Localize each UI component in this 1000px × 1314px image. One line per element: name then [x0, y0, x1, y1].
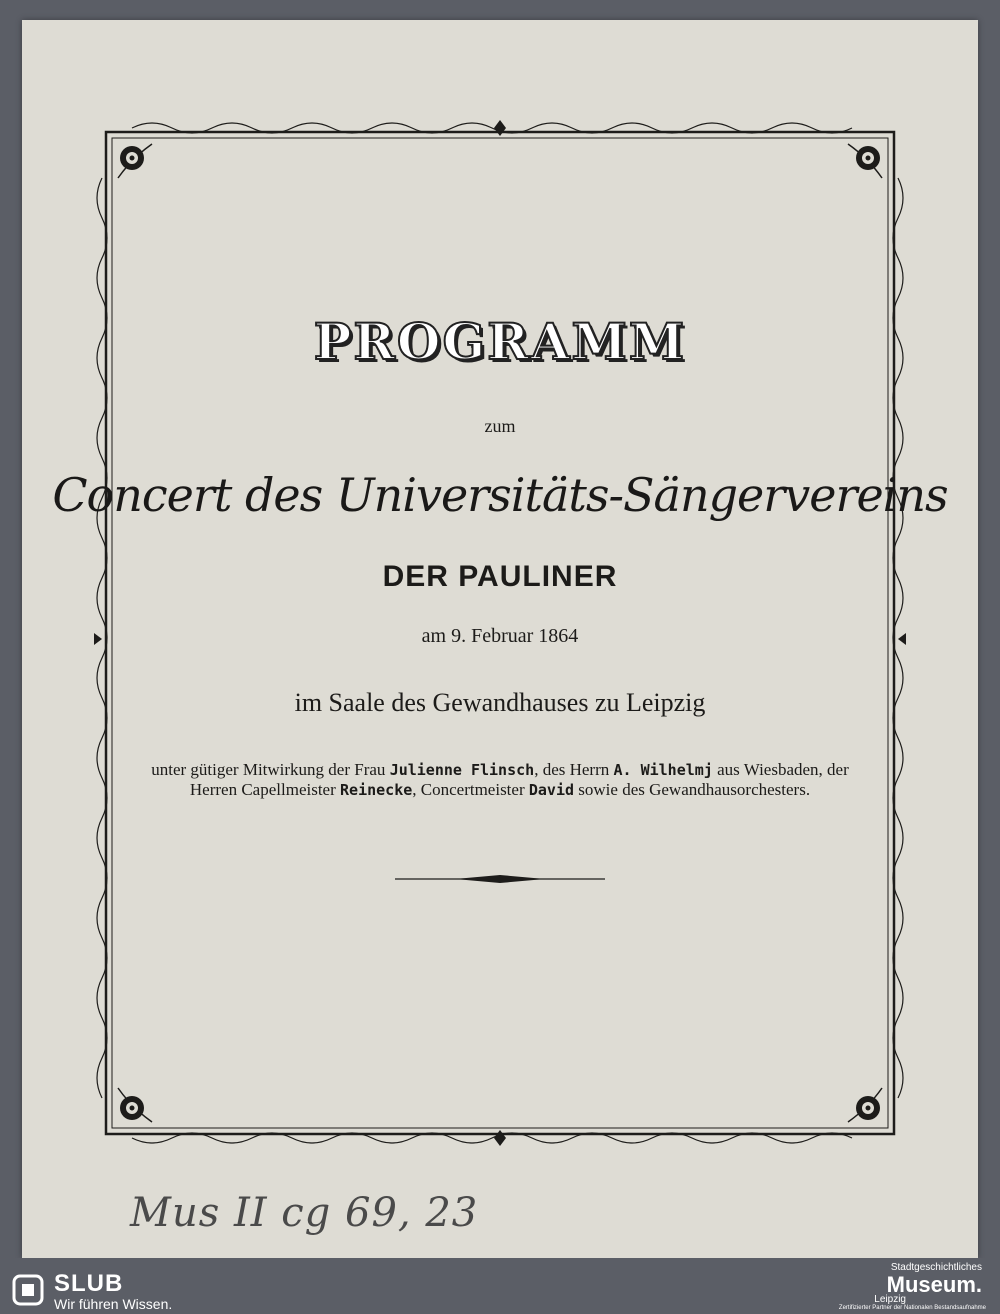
assist-text-2: , des Herrn [534, 760, 614, 779]
performer-david: David [528, 781, 575, 799]
slub-logo-icon [12, 1274, 44, 1306]
museum-name: Museum. [886, 1272, 982, 1297]
museum-note: Zertifizierter Partner der Nationalen Bestandsaufnahme [838, 1305, 986, 1311]
concert-heading: Concert des Universitäts-Sängervereins [52, 468, 948, 522]
performer-wilhelmj: A. Wilhelmj [613, 761, 713, 779]
performer-flinsch: Julienne Flinsch [389, 761, 535, 779]
ornamental-rule [395, 872, 605, 886]
program-title: PROGRAMM [313, 312, 687, 371]
performer-reinecke: Reinecke [340, 781, 413, 799]
assist-text-4: , Concertmeister [412, 780, 529, 799]
footer-bar [0, 1258, 1000, 1314]
assist-text-3: aus Wiesbaden, der Herren Capellmeister [189, 760, 849, 799]
assist-text-1: unter gütiger Mitwirkung der Frau [151, 760, 390, 779]
zum-text: zum [484, 416, 516, 436]
society-name: DER PAULINER [382, 560, 618, 593]
shelfmark-handwriting: Mus II cg 69, 23 [130, 1190, 479, 1236]
assisting-performers [140, 760, 860, 800]
museum-label-top: Stadtgeschichtliches [890, 1262, 982, 1273]
library-tagline: Wir führen Wissen. [54, 1296, 173, 1312]
concert-venue: im Saale des Gewandhauses zu Leipzig [294, 688, 706, 717]
assist-text-5: sowie des Gewandhausorchesters. [574, 780, 811, 799]
museum-city: Leipzig [874, 1294, 906, 1305]
concert-date: am 9. Februar 1864 [421, 625, 579, 647]
library-name: SLUB [54, 1270, 124, 1297]
